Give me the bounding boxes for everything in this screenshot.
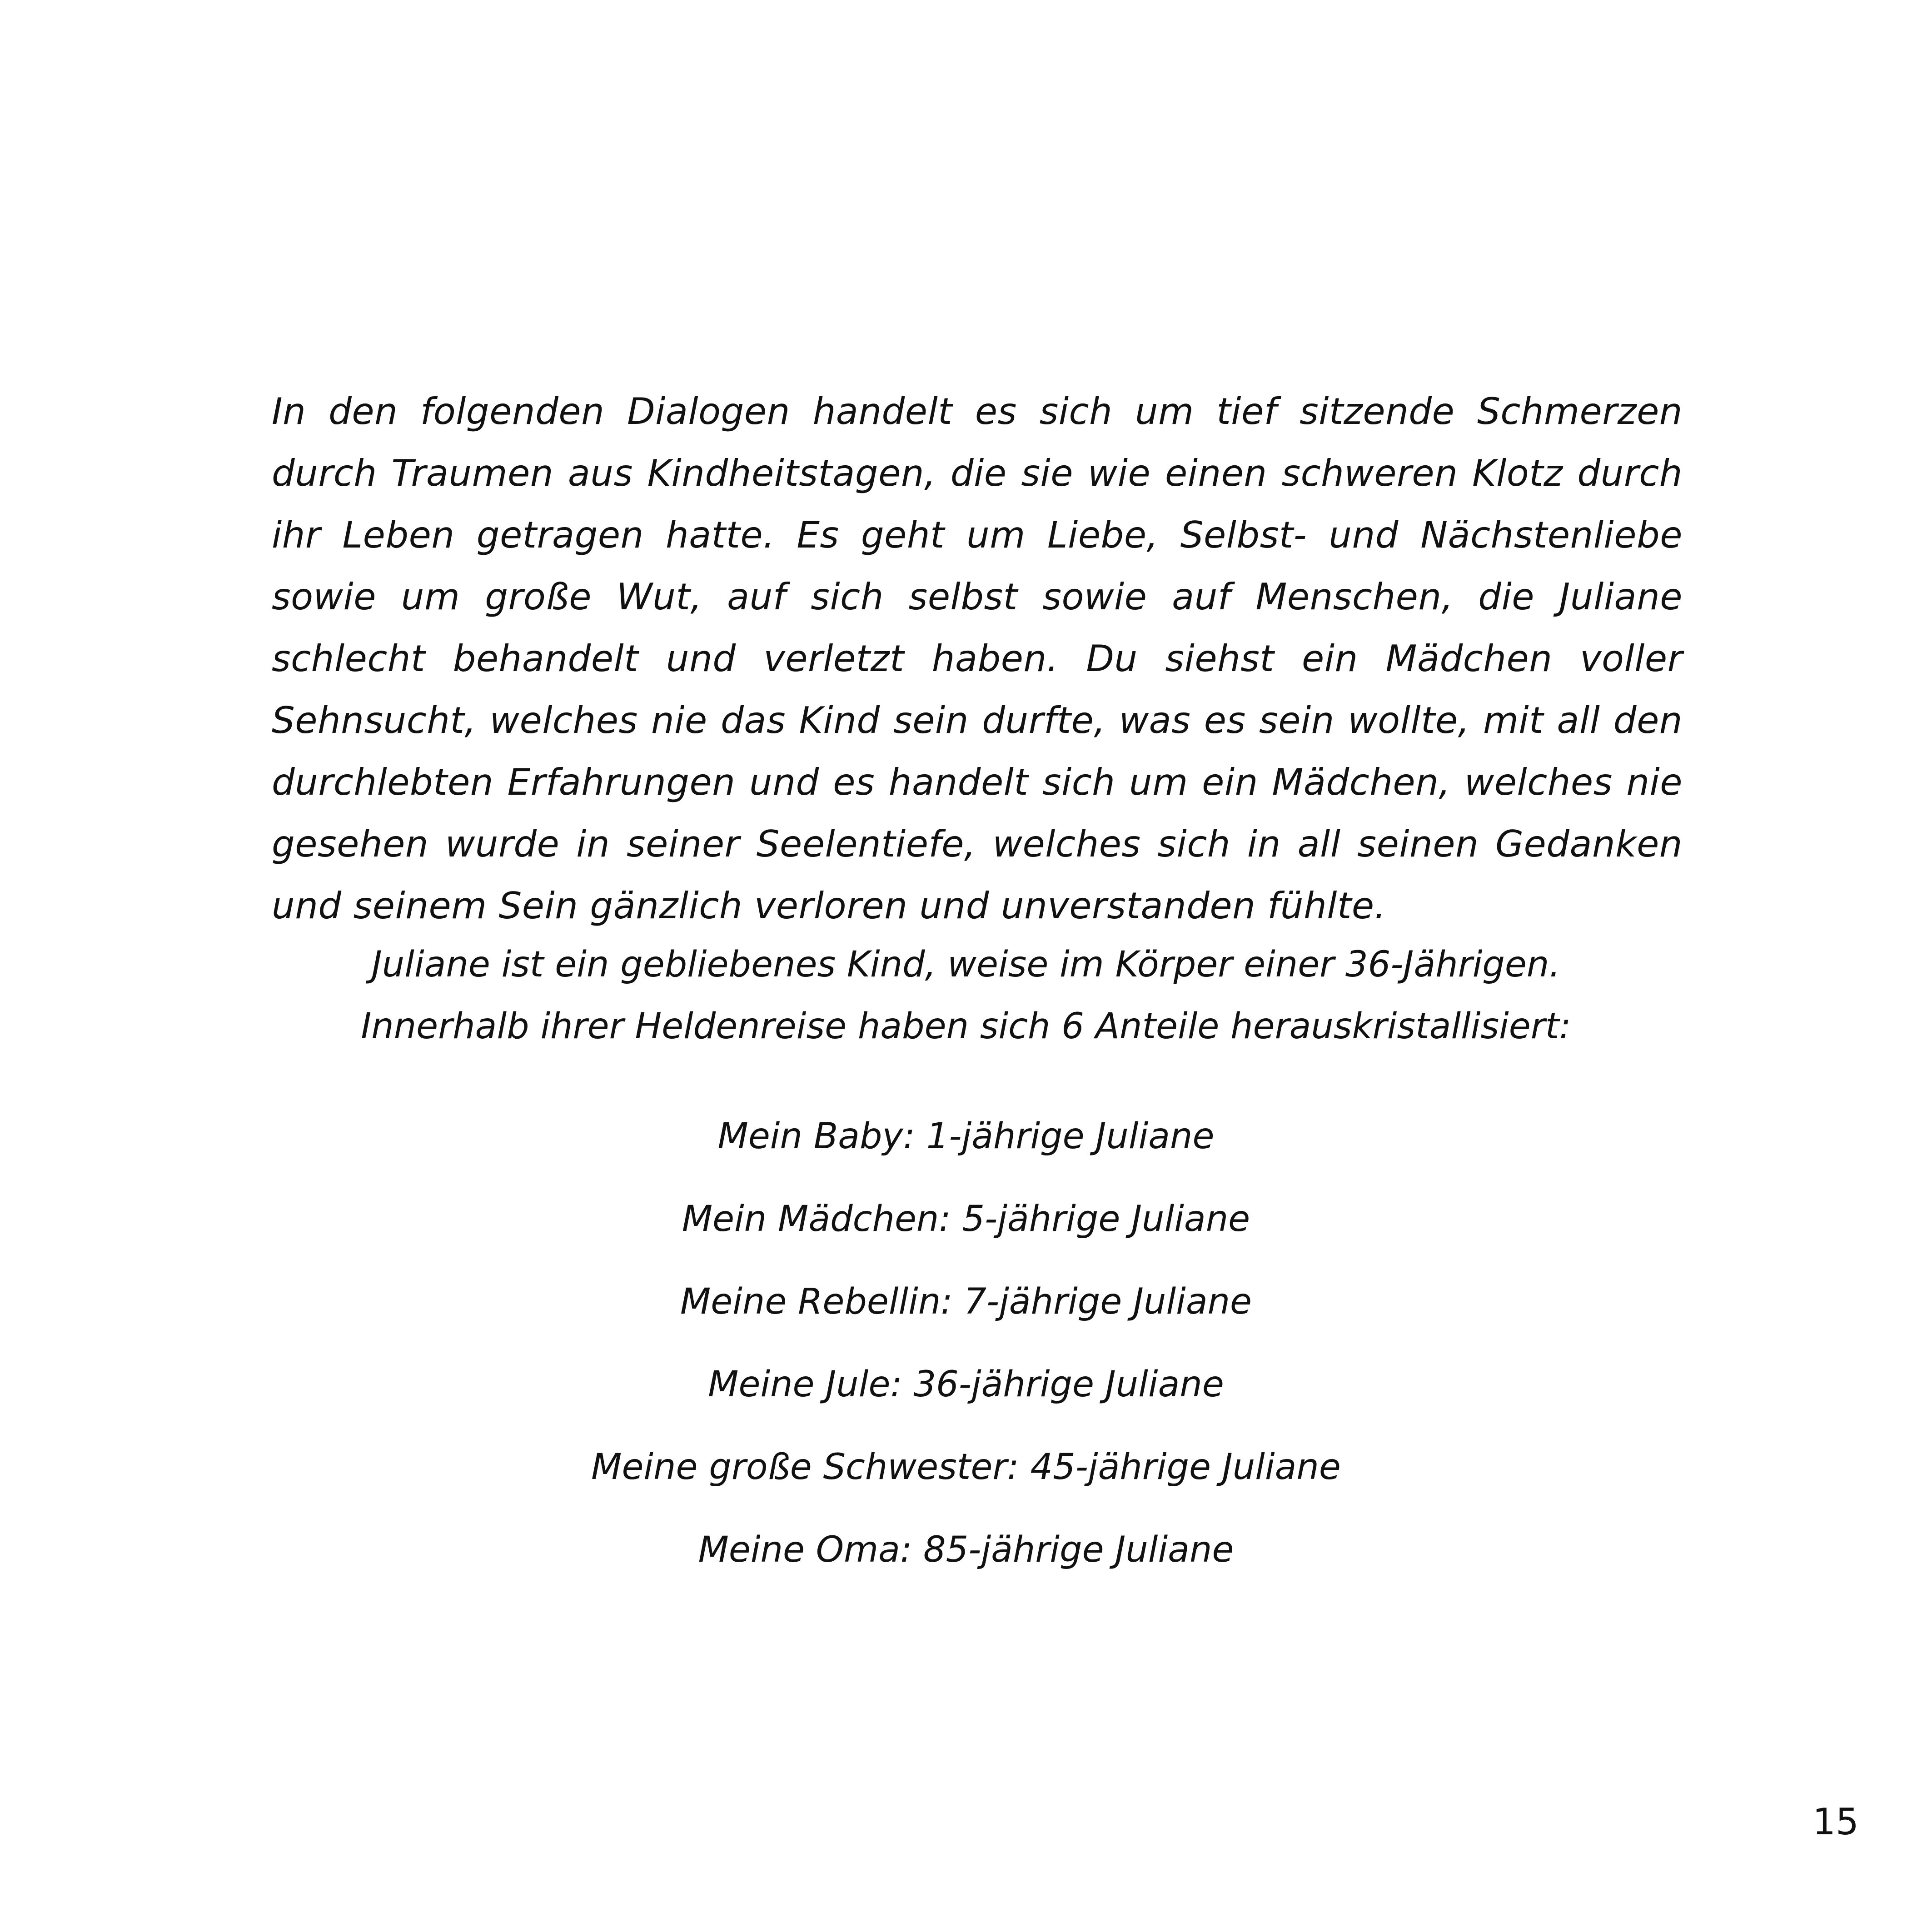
summary-line-age: Juliane ist ein gebliebenes Kind, weise im Körper einer 36-Jährigen. bbox=[371, 944, 1561, 985]
summary-block bbox=[0, 934, 1932, 1057]
page-number: 15 bbox=[1812, 1801, 1859, 1843]
inner-part-jule: Meine Jule: 36-jährige Juliane bbox=[708, 1364, 1224, 1405]
summary-line-parts: Innerhalb ihrer Heldenreise haben sich 6 Anteile herauskristallisiert: bbox=[361, 1006, 1571, 1047]
intro-paragraph: In den folgenden Dialogen handelt es sich um tief sitzende Schmerzen durch Traumen aus Kindheitstagen, die sie wie einen schweren Klotz durch ihr Leben getragen hatte. Es geht um Liebe, Selbst- und Nächstenliebe sowie um große Wut, auf sich selbst sowie auf Menschen, die Juliane schlecht behandelt und verletzt haben. Du siehst ein Mädchen voller Sehnsucht, welches nie das Kind sein durfte, was es sein wollte, mit all den durchlebten Erfahrungen und es handelt sich um ein Mädchen, welches nie gesehen wurde in seiner Seelentiefe, welches sich in all seinen Gedanken und seinem Sein gänzlich verloren und unverstanden fühlte. bbox=[272, 390, 1683, 927]
inner-part-baby: Mein Baby: 1-jährige Juliane bbox=[717, 1116, 1215, 1157]
inner-part-girl: Mein Mädchen: 5-jährige Juliane bbox=[682, 1199, 1250, 1240]
inner-parts-list bbox=[0, 1095, 1932, 1591]
inner-part-big-sister: Meine große Schwester: 45-jährige Juliane bbox=[591, 1447, 1341, 1488]
inner-part-grandma: Meine Oma: 85-jährige Juliane bbox=[698, 1529, 1234, 1570]
inner-part-rebel: Meine Rebellin: 7-jährige Juliane bbox=[680, 1281, 1252, 1322]
